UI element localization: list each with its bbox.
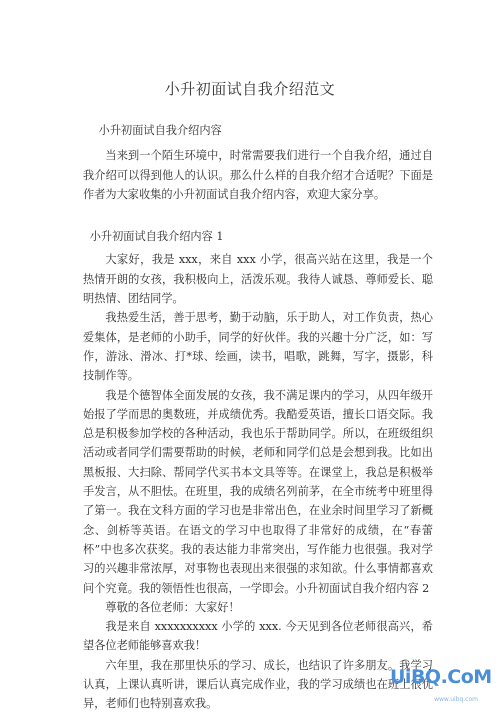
- body-paragraph: 尊敬的各位老师：大家好！: [105, 600, 240, 614]
- body-paragraph: 我是来自 xxxxxxxxxx 小学的 xxx. 今天见到各位老师很高兴，希望各位老师能够喜欢我！: [83, 620, 433, 653]
- intro-paragraph: 当来到一个陌生环境中，时常需要我们进行一个自我介绍，通过自我介绍可以得到他人的认识。那么什么样的自我介绍才合适呢？下面是作者为大家收集的小升初面试自我介绍内容，欢迎大家分享。: [83, 149, 433, 201]
- page-title: 小升初面试自我介绍范文: [164, 80, 336, 98]
- watermark-logo: UiBQ.CoM: [390, 666, 492, 688]
- body-paragraph: 大家好，我是 xxx，来自 xxx 小学，很高兴站在这里，我是一个热情开朗的女孩，我积极向上，活泼乐观。我待人诚恳、尊师爱长、聪明热情、团结同学。: [83, 253, 433, 306]
- watermark-url: www.uibq.com: [434, 696, 478, 703]
- document-body: [83, 121, 433, 714]
- body-paragraph: 六年里，我在那里快乐的学习、成长，也结识了许多朋友。我学习认真，上课认真听讲，课后认真完成作业，我的学习成绩也在班上很优异，老师们也特别喜欢我。: [83, 658, 433, 711]
- body-paragraph: 我热爱生活，善于思考，勤于动脑，乐于助人，对工作负责，热心爱集体，是老师的小助手，同学的好伙伴。我的兴趣十分广泛，如：写作，游泳、滑冰、打*球、绘画，读书，唱歌，跳舞，写字，摄影，科技制作等。: [83, 311, 433, 383]
- section-heading: 小升初面试自我介绍内容: [98, 124, 222, 137]
- body-paragraph: 我是个德智体全面发展的女孩，我不满足课内的学习，从四年级开始报了学而思的奥数班，并成绩优秀。我酷爱英语，擅长口语交际。我总是积极参加学校的各种活动，我也乐于帮助同学。所以，在班级组织活动或者同学们需要帮助的时候，老师和同学们总是会想到我。比如出黑板报、大扫除、帮同学代买书本文具等等。在课堂上，我总是积极举手发言，从不胆怯。在班里，我的成绩名列前茅，在全市统考中班里得了第一。我在文科方面的学习也是非常出色，在业余时间里学习了新概念、剑桥等英语。在语文的学习中也取得了非常好的成绩，在“春蕾杯”中也多次获奖。我的表达能力非常突出，写作能力也很强。我对学习的兴趣非常浓厚，对事物也表现出来很强的求知欲。什么事情都喜欢问个究竟。我的领悟性也很高，一学即会。小升初面试自我介绍内容 2: [83, 388, 433, 595]
- subsection-heading: 小升初面试自我介绍内容 1: [89, 230, 224, 244]
